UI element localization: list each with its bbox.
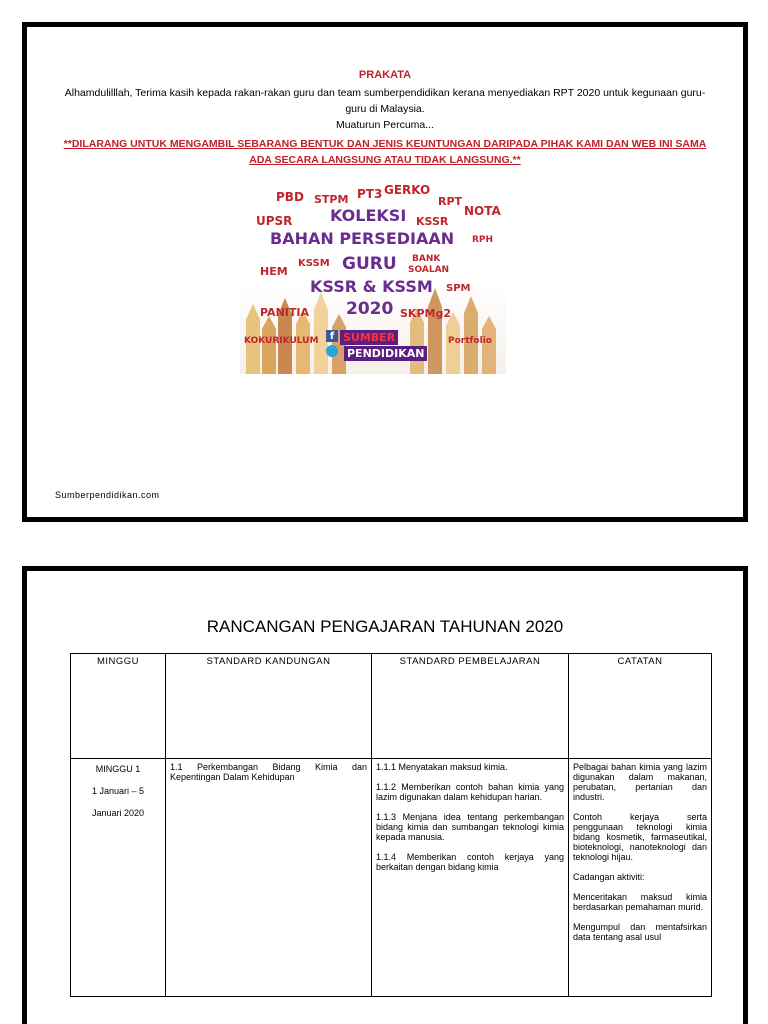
promo-banner-image	[240, 175, 506, 374]
banner-word: KSSR & KSSM	[310, 277, 433, 296]
rpt-table	[70, 653, 712, 997]
pembelajaran-item: 1.1.4 Memberikan contoh kerjaya yang berkaitan dengan bidang kimia	[376, 852, 564, 872]
banner-word: PANITIA	[260, 306, 309, 319]
banner-word: STPM	[314, 193, 349, 206]
banner-word: KSSR	[416, 215, 449, 228]
minggu-label: MINGGU 1	[95, 764, 141, 774]
banner-word: 2020	[346, 299, 394, 319]
pencil-decoration	[464, 296, 478, 374]
minggu-cell	[71, 759, 166, 997]
minggu-date-start: 1 Januari – 5	[91, 786, 145, 796]
catatan-item: Mengumpul dan mentafsirkan data tentang asal usul	[573, 922, 707, 942]
pembelajaran-item: 1.1.3 Menjana idea tentang perkembangan bidang kimia dan sumbangan teknologi kimia kepada manusia.	[376, 812, 564, 842]
prakata-title: PRAKATA	[358, 69, 412, 81]
column-header-standard-kandungan: STANDARD KANDUNGAN	[166, 654, 372, 759]
intro-paragraph: Alhamdulilllah, Terima kasih kepada rakan-rakan guru dan team sumberpendidikan kerana menyediakan RPT 2020 untuk kegunaan guru-guru di Malaysia.	[64, 87, 706, 115]
banner-word: RPT	[438, 195, 463, 208]
prakata-page	[22, 22, 748, 522]
banner-word: GURU	[342, 254, 397, 274]
banner-word: SPM	[446, 283, 471, 294]
catatan-item: Menceritakan maksud kimia berdasarkan pemahaman murid.	[573, 892, 707, 912]
banner-word: BANK	[412, 254, 441, 264]
banner-word: BAHAN PERSEDIAAN	[270, 229, 455, 248]
rpt-title: RANCANGAN PENGAJARAN TAHUNAN 2020	[206, 617, 564, 636]
banner-word: KOLEKSI	[330, 206, 407, 225]
facebook-icon: f	[326, 330, 338, 342]
catatan-item: Pelbagai bahan kimia yang lazim digunakan dalam makanan, perubatan, pertanian dan industri.	[573, 762, 707, 802]
banner-word: KSSM	[298, 258, 330, 269]
column-header-catatan: CATATAN	[569, 654, 712, 759]
catatan-item: Contoh kerjaya serta penggunaan teknologi kimia bidang kosmetik, farmaseutikal, bioteknologi, nanoteknologi dan teknologi hijau.	[573, 812, 707, 862]
logo-text-pendidikan: PENDIDIKAN	[344, 346, 427, 361]
banner-word: RPH	[472, 235, 494, 245]
banner-word: UPSR	[256, 214, 293, 228]
warning-text: **DILARANG UNTUK MENGAMBIL SEBARANG BENTUK DAN JENIS KEUNTUNGAN DARIPADA PIHAK KAMI DAN WEB INI SAMA ADA SECARA LANGSUNG ATAU TIDAK LANGSUNG.**	[63, 138, 707, 166]
kandungan-text: 1.1 Perkembangan Bidang Kimia dan Kepentingan Dalam Kehidupan	[170, 762, 367, 782]
standard-pembelajaran-cell	[372, 759, 569, 997]
banner-word: PBD	[276, 190, 304, 204]
sumber-pendidikan-logo	[326, 330, 425, 362]
telegram-icon	[326, 345, 338, 357]
banner-word: HEM	[260, 265, 288, 278]
pembelajaran-item: 1.1.2 Memberikan contoh bahan kimia yang lazim digunakan dalam kehidupan harian.	[376, 782, 564, 802]
logo-text-sumber: SUMBER	[340, 330, 398, 345]
banner-word: KOKURIKULUM	[244, 336, 319, 346]
catatan-item: Cadangan aktiviti:	[573, 872, 645, 882]
banner-word: Portfolio	[448, 336, 492, 346]
minggu-date-end: Januari 2020	[91, 808, 145, 818]
table-header-row	[71, 654, 712, 759]
pencil-decoration	[428, 288, 442, 374]
banner-word: SKPMg2	[400, 307, 451, 320]
catatan-cell	[569, 759, 712, 997]
rpt-page	[22, 566, 748, 1024]
banner-word: NOTA	[464, 204, 501, 218]
banner-word: SOALAN	[408, 265, 450, 275]
intro-text	[57, 85, 713, 133]
banner-word: GERKO	[384, 183, 431, 197]
pembelajaran-item: 1.1.1 Menyatakan maksud kimia.	[376, 762, 508, 772]
column-header-minggu: MINGGU	[71, 654, 166, 759]
footer-website: Sumberpendidikan.com	[55, 490, 160, 500]
banner-word: PT3	[357, 187, 383, 201]
table-row	[71, 759, 712, 997]
download-note: Muaturun Percuma...	[335, 119, 435, 131]
column-header-standard-pembelajaran: STANDARD PEMBELAJARAN	[372, 654, 569, 759]
standard-kandungan-cell	[166, 759, 372, 997]
